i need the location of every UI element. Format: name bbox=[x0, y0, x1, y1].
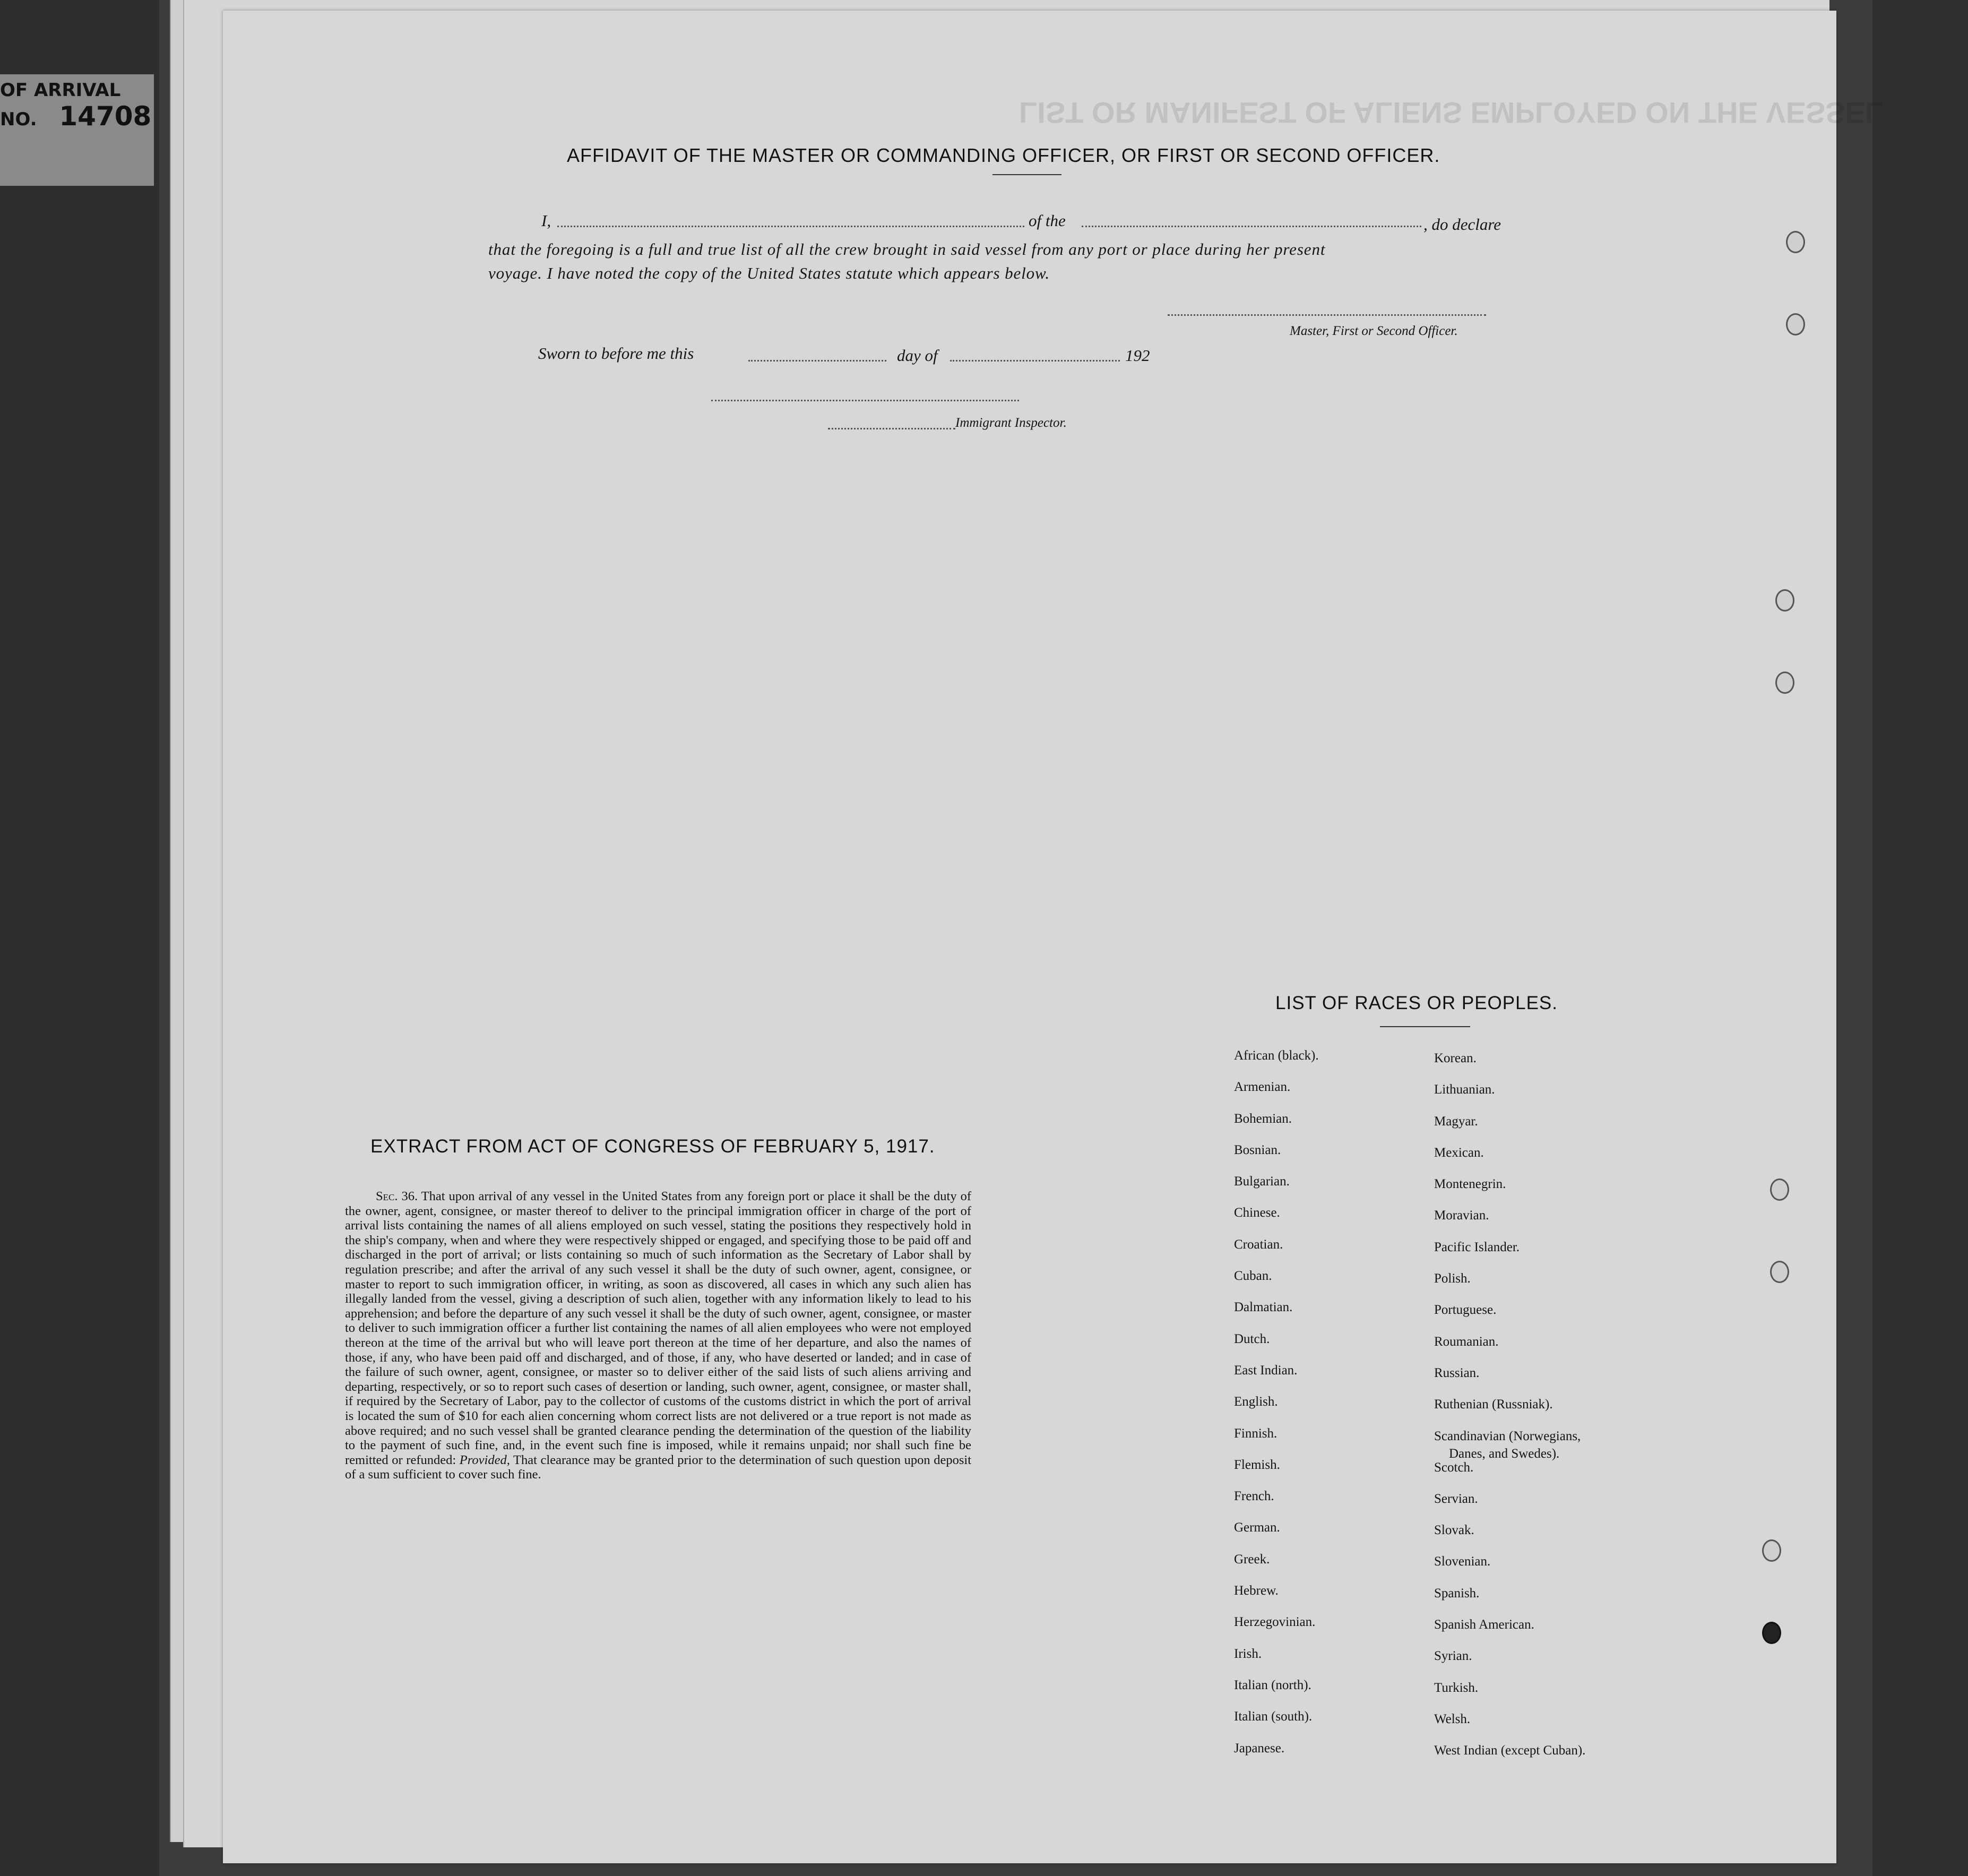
title-rule bbox=[992, 174, 1061, 175]
day-of-label: day of bbox=[897, 346, 938, 365]
race-item: Slovenian. bbox=[1434, 1554, 1491, 1569]
stub-no-value: 14708 bbox=[59, 101, 152, 132]
race-item: Korean. bbox=[1434, 1051, 1477, 1065]
background-right bbox=[1872, 0, 1968, 1876]
race-item: Flemish. bbox=[1234, 1457, 1280, 1472]
race-item: Syrian. bbox=[1434, 1649, 1472, 1664]
race-item: Mexican. bbox=[1434, 1145, 1484, 1160]
races-right-column bbox=[1434, 1051, 1585, 1775]
race-item: Slovak. bbox=[1434, 1523, 1474, 1538]
race-item: East Indian. bbox=[1234, 1363, 1298, 1378]
affidavit-of-the: of the bbox=[1029, 211, 1066, 230]
races-rule bbox=[1380, 1026, 1470, 1027]
master-label: Master, First or Second Officer. bbox=[1290, 324, 1458, 338]
race-item: Welsh. bbox=[1434, 1711, 1471, 1726]
section-body-end: That clearance may be granted prior to the determination of such question upon deposit of a sum sufficient to cover such fine. bbox=[345, 1452, 972, 1482]
race-item: Bosnian. bbox=[1234, 1142, 1281, 1157]
race-item: Russian. bbox=[1434, 1365, 1480, 1380]
race-item: Pacific Islander. bbox=[1434, 1240, 1520, 1254]
race-item: Scandinavian (Norwegians, bbox=[1434, 1428, 1581, 1443]
provided-word: Provided, bbox=[459, 1452, 510, 1467]
race-item: Japanese. bbox=[1234, 1741, 1285, 1755]
race-item: West Indian (except Cuban). bbox=[1434, 1743, 1586, 1758]
race-item: Herzegovinian. bbox=[1234, 1615, 1316, 1630]
master-signature-line bbox=[1168, 314, 1486, 316]
section-body: That upon arrival of any vessel in the United States from any foreign port or place it shall be the duty of the owner, agent, consignee, or master thereof to deliver to the principal immigration officer in charge of the port of arrival lists containing the names of all aliens employed on such vessel, stating the positions they respectively hold in the ship's company, when and where they were respectively shipped or engaged, and specifying those to be paid off and discharged in the port of arrival; or lists containing so much of such information as the Secretary of Labor shall by regulation prescribe; and after the arrival of any such vessel it shall be the duty of such owner, agent, consignee, or master to report to such immigration officer, in writing, as soon as discovered, all cases in which any such alien has illegally landed from the vessel, giving a description of such alien, together with any information likely to lead to his apprehension; and before the departure of any such vessel it shall be the duty of such owner, agent, consignee, or master to deliver to such immigration officer a further list containing the names of all alien employees who were not employed thereon at the time of the arrival but who will leave port thereon at the time of her departure, and also the names of those, if any, who have been paid off and discharged, and of those, if any, who have deserted or landed; and in case of the failure of such owner, agent, consignee, or master so to deliver either of the said lists of such aliens arriving and departing, respectively, or so to report such cases of desertion or landing, such owner, agent, consignee, or master shall, if required by the Secretary of Labor, pay to the collector of customs of the customs district in which the port of arrival is located the sum of $10 for each alien concerning whom correct lists are not delivered or a true report is not made as above required; and no such vessel shall be granted clearance pending the determination of the question of the liability to the payment of such fine, and, in the event such fine is imposed, while it remains unpaid; nor shall such fine be remitted or refunded: bbox=[345, 1189, 971, 1467]
stub-no-text: NO. bbox=[0, 109, 37, 130]
affidavit-title: AFFIDAVIT OF THE MASTER OR COMMANDING OFFICER, OR FIRST OR SECOND OFFICER. bbox=[567, 144, 1440, 166]
inspector-signature-line bbox=[711, 400, 1019, 401]
affidavit-line-2: voyage. I have noted the copy of the United States statute which appears below. bbox=[488, 264, 1050, 282]
race-item: Spanish American. bbox=[1434, 1617, 1534, 1632]
race-item: Chinese. bbox=[1234, 1206, 1280, 1220]
race-item: Polish. bbox=[1434, 1271, 1471, 1286]
extract-title: EXTRACT FROM ACT OF CONGRESS OF FEBRUARY 5, 1917. bbox=[370, 1136, 935, 1157]
race-item: Dalmatian. bbox=[1234, 1300, 1293, 1315]
inspector-prefix-line bbox=[828, 428, 955, 429]
race-item: Magyar. bbox=[1434, 1114, 1478, 1129]
day-blank bbox=[748, 360, 886, 362]
race-item: English. bbox=[1234, 1395, 1278, 1409]
race-item: African (black). bbox=[1234, 1048, 1319, 1063]
inspector-label: Immigrant Inspector. bbox=[955, 416, 1067, 430]
punch-hole bbox=[1775, 672, 1794, 694]
race-item: Greek. bbox=[1234, 1552, 1270, 1567]
vessel-blank bbox=[1082, 226, 1421, 227]
race-item: Italian (south). bbox=[1234, 1709, 1313, 1724]
sworn-label: Sworn to before me this bbox=[538, 344, 694, 363]
races-title: LIST OF RACES OR PEOPLES. bbox=[1275, 993, 1558, 1013]
race-item: Dutch. bbox=[1234, 1331, 1270, 1346]
race-item-continuation: Danes, and Swedes). bbox=[1449, 1446, 1560, 1461]
race-item: Cuban. bbox=[1234, 1269, 1272, 1284]
affidavit-i: I, bbox=[541, 211, 551, 230]
year-label: 192 bbox=[1125, 346, 1150, 365]
race-item: Croatian. bbox=[1234, 1237, 1283, 1252]
punch-hole bbox=[1770, 1261, 1789, 1283]
race-item: Montenegrin. bbox=[1434, 1177, 1506, 1192]
punch-hole bbox=[1762, 1539, 1781, 1562]
race-item: Armenian. bbox=[1234, 1080, 1291, 1095]
bleed-through-title: LIST OR MANIFEST OF ALIENS EMPLOYED ON THE VESSEL bbox=[1019, 96, 1884, 130]
race-item: German. bbox=[1234, 1520, 1280, 1535]
race-item: French. bbox=[1234, 1489, 1274, 1504]
stub-no-label bbox=[0, 101, 151, 132]
race-item: Irish. bbox=[1234, 1646, 1262, 1661]
race-item: Portuguese. bbox=[1434, 1303, 1497, 1318]
statute-text bbox=[345, 1189, 971, 1482]
race-item: Finnish. bbox=[1234, 1426, 1278, 1441]
affidavit-line-1: that the foregoing is a full and true list of all the crew brought in said vessel from any port or place during her present bbox=[488, 240, 1326, 259]
affidavit-do-declare: , do declare bbox=[1423, 215, 1501, 234]
race-item: Lithuanian. bbox=[1434, 1082, 1495, 1097]
stub-arrival-label: OF ARRIVAL bbox=[0, 80, 121, 101]
race-item: Turkish. bbox=[1434, 1680, 1479, 1695]
name-blank bbox=[557, 226, 1024, 227]
race-item: Italian (north). bbox=[1234, 1677, 1311, 1692]
races-left-column bbox=[1234, 1048, 1319, 1772]
background-left bbox=[0, 0, 159, 1876]
race-item: Scotch. bbox=[1434, 1460, 1474, 1475]
punch-hole bbox=[1770, 1178, 1789, 1201]
section-label: Sec. 36. bbox=[376, 1189, 418, 1203]
document-page bbox=[223, 11, 1884, 1863]
race-item: Bulgarian. bbox=[1234, 1174, 1290, 1189]
race-item: Spanish. bbox=[1434, 1586, 1480, 1600]
punch-hole bbox=[1786, 313, 1805, 335]
race-item: Servian. bbox=[1434, 1491, 1478, 1506]
race-item: Hebrew. bbox=[1234, 1584, 1279, 1598]
race-item: Bohemian. bbox=[1234, 1111, 1292, 1126]
month-blank bbox=[950, 360, 1120, 362]
punch-hole bbox=[1762, 1622, 1781, 1644]
race-item: Roumanian. bbox=[1434, 1334, 1499, 1349]
race-item: Ruthenian (Russniak). bbox=[1434, 1397, 1553, 1412]
race-item: Moravian. bbox=[1434, 1208, 1489, 1223]
punch-hole bbox=[1786, 231, 1805, 253]
punch-hole bbox=[1775, 589, 1794, 612]
